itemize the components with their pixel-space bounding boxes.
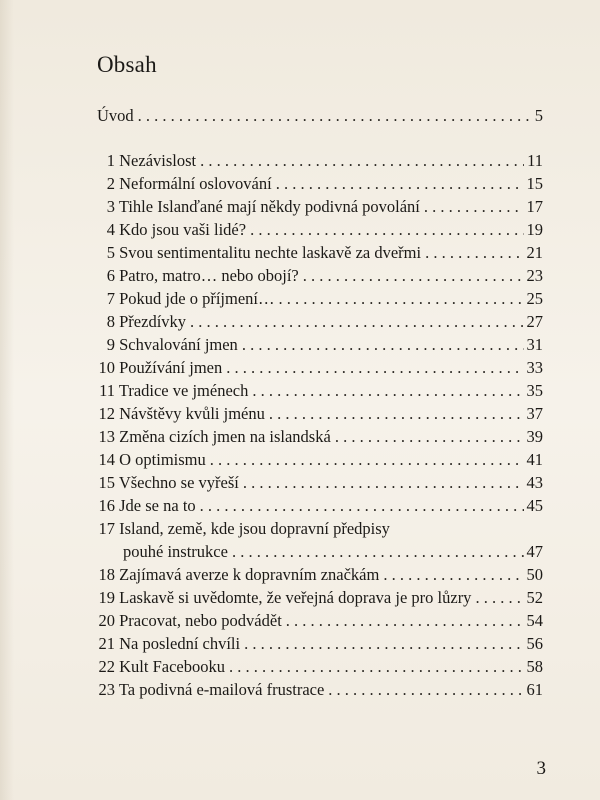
chapter-number: 14 — [98, 450, 115, 469]
chapter-title: Návštěvy kvůli jménu — [119, 404, 265, 423]
toc-entry-label — [97, 174, 272, 194]
chapter-number: 12 — [98, 404, 115, 423]
leader-dots — [328, 680, 523, 700]
leader-dots — [244, 634, 523, 654]
chapter-number: 4 — [106, 220, 115, 239]
toc-row-chapter-17 — [97, 519, 543, 539]
chapter-number: 9 — [106, 335, 115, 354]
page-number: 3 — [536, 758, 546, 779]
leader-dots — [226, 358, 523, 378]
toc-row-chapter-4 — [97, 220, 543, 240]
chapter-title: Pokud jde o příjmení… — [119, 289, 275, 308]
chapter-page: 50 — [526, 565, 543, 584]
chapter-page: 37 — [526, 404, 543, 423]
toc-row-chapter-15 — [97, 473, 543, 493]
chapter-page: 17 — [526, 197, 543, 216]
chapter-page: 61 — [526, 680, 543, 699]
chapter-number: 5 — [106, 243, 115, 262]
chapter-title: Všechno se vyřeší — [118, 473, 239, 492]
chapter-number: 20 — [98, 611, 115, 630]
page-title: Obsah — [97, 52, 157, 77]
toc-entry-label — [97, 519, 390, 539]
leader-dots — [250, 220, 523, 240]
chapter-title: Schvalování jmen — [119, 335, 238, 354]
toc-row-chapter-16 — [97, 496, 543, 516]
chapter-title: Na poslední chvíli — [119, 634, 241, 653]
leader-dots — [383, 565, 523, 585]
chapter-number: 2 — [106, 174, 115, 193]
chapter-number: 13 — [98, 427, 115, 446]
toc-entry-label — [97, 266, 299, 286]
toc-entry-label — [97, 312, 186, 332]
chapter-title: Jde se na to — [119, 496, 196, 515]
toc-entry-label — [97, 657, 225, 677]
chapter-number: 1 — [106, 151, 115, 170]
toc-row-chapter-3 — [97, 197, 543, 217]
toc-entry-label — [97, 289, 275, 309]
leader-dots — [475, 588, 523, 608]
chapter-title: Pracovat, nebo podvádět — [119, 611, 282, 630]
toc-entry-label — [97, 450, 206, 470]
toc-entry-label — [97, 634, 240, 654]
toc-entry-label — [97, 220, 246, 240]
leader-dots — [200, 151, 524, 171]
leader-dots — [138, 106, 532, 126]
toc-row-chapter-22 — [97, 657, 543, 677]
leader-dots — [200, 496, 524, 516]
toc-entry-label — [97, 565, 379, 585]
chapter-title: Přezdívky — [119, 312, 187, 331]
chapter-title: Patro, matro… nebo obojí? — [119, 266, 299, 285]
toc-entry-label — [97, 358, 222, 378]
chapter-number: 8 — [106, 312, 115, 331]
chapter-page: 35 — [526, 381, 543, 400]
toc-intro-title: Úvod — [97, 106, 134, 125]
toc-entry-label — [97, 473, 239, 493]
leader-dots — [229, 657, 524, 677]
toc-row-chapter-21 — [97, 634, 543, 654]
toc-entry-label — [97, 381, 248, 401]
chapter-number: 15 — [98, 473, 115, 492]
chapter-title: Neformální oslovování — [119, 174, 272, 193]
chapter-number: 16 — [98, 496, 115, 515]
chapter-page: 33 — [526, 358, 543, 377]
toc-row-chapter-5 — [97, 243, 543, 263]
toc-entry-label — [97, 151, 196, 171]
toc-row-chapter-14 — [97, 450, 543, 470]
toc-row-chapter-2 — [97, 174, 543, 194]
leader-dots — [269, 404, 524, 424]
chapter-title-continuation: pouhé instrukce — [123, 542, 228, 561]
toc-row-chapter-20 — [97, 611, 543, 631]
chapter-title: Kdo jsou vaši lidé? — [119, 220, 247, 239]
chapter-number: 17 — [98, 519, 115, 538]
leader-dots — [242, 335, 524, 355]
toc-intro-page: 5 — [534, 106, 543, 125]
chapter-title: Nezávislost — [119, 151, 197, 170]
toc-row-chapter-17-cont — [123, 542, 543, 562]
chapter-page: 45 — [526, 496, 543, 515]
chapter-number: 23 — [98, 680, 115, 699]
chapter-page: 31 — [526, 335, 543, 354]
toc-row-chapter-6 — [97, 266, 543, 286]
chapter-title: Tihle Islanďané mají někdy podivná povolání — [118, 197, 420, 216]
toc-entry-label — [123, 542, 228, 562]
chapter-title: Svou sentimentalitu nechte laskavě za dveřmi — [119, 243, 422, 262]
chapter-number: 21 — [98, 634, 115, 653]
leader-dots — [210, 450, 524, 470]
chapter-page: 41 — [526, 450, 543, 469]
leader-dots — [243, 473, 524, 493]
toc-entry-label — [97, 335, 238, 355]
chapter-title: Zajímavá averze k dopravním značkám — [119, 565, 380, 584]
chapter-number: 19 — [98, 588, 115, 607]
toc-entry-label — [97, 427, 331, 447]
leader-dots — [190, 312, 523, 332]
chapter-title: Tradice ve jménech — [118, 381, 249, 400]
toc-row-chapter-7 — [97, 289, 543, 309]
chapter-page: 25 — [526, 289, 543, 308]
chapter-page: 23 — [526, 266, 543, 285]
toc-row-chapter-23 — [97, 680, 543, 700]
chapter-page: 54 — [526, 611, 543, 630]
leader-dots — [286, 611, 524, 631]
leader-dots — [335, 427, 524, 447]
chapter-page: 21 — [526, 243, 543, 262]
toc-entry-label — [97, 611, 282, 631]
chapter-number: 6 — [106, 266, 115, 285]
chapter-number: 3 — [106, 197, 115, 216]
toc-row-chapter-1 — [97, 151, 543, 171]
chapter-page: 58 — [526, 657, 543, 676]
chapter-number: 10 — [98, 358, 115, 377]
leader-dots — [279, 289, 524, 309]
chapter-title: Používání jmen — [119, 358, 223, 377]
chapter-title: O optimismu — [119, 450, 206, 469]
chapter-number: 11 — [99, 381, 115, 400]
chapter-title: Ta podivná e-mailová frustrace — [118, 680, 325, 699]
chapter-title: Kult Facebooku — [119, 657, 225, 676]
chapter-title: Změna cizích jmen na islandská — [119, 427, 331, 446]
leader-dots — [276, 174, 524, 194]
toc-row-chapter-18 — [97, 565, 543, 585]
toc-row-chapter-13 — [97, 427, 543, 447]
chapter-page: 39 — [526, 427, 543, 446]
chapter-page: 47 — [526, 542, 543, 561]
chapter-page: 27 — [526, 312, 543, 331]
chapter-number: 7 — [106, 289, 115, 308]
toc-entry-label — [97, 680, 324, 700]
leader-dots — [425, 243, 523, 263]
toc-row-chapter-11 — [97, 381, 543, 401]
chapter-number: 18 — [98, 565, 115, 584]
leader-dots — [232, 542, 524, 562]
toc-row-intro — [97, 106, 543, 126]
chapter-page: 43 — [526, 473, 543, 492]
toc-row-chapter-9 — [97, 335, 543, 355]
leader-dots — [303, 266, 524, 286]
chapter-title: Island, země, kde jsou dopravní předpisy — [119, 519, 390, 538]
chapter-number: 22 — [98, 657, 115, 676]
chapter-page: 56 — [526, 634, 543, 653]
toc-row-chapter-10 — [97, 358, 543, 378]
toc-row-chapter-12 — [97, 404, 543, 424]
toc-entry-label — [97, 243, 421, 263]
leader-dots — [252, 381, 523, 401]
leader-dots — [424, 197, 524, 217]
toc-row-chapter-19 — [97, 588, 543, 608]
toc-entry-label — [97, 404, 265, 424]
chapter-page: 19 — [526, 220, 543, 239]
toc-entry-label — [97, 197, 420, 217]
toc-entry-label — [97, 588, 471, 608]
chapter-page: 52 — [526, 588, 543, 607]
chapter-page: 11 — [527, 151, 543, 170]
chapter-title: Laskavě si uvědomte, že veřejná doprava je pro lůzry — [119, 588, 472, 607]
chapter-page: 15 — [526, 174, 543, 193]
toc-entry-label — [97, 496, 196, 516]
toc-row-chapter-8 — [97, 312, 543, 332]
